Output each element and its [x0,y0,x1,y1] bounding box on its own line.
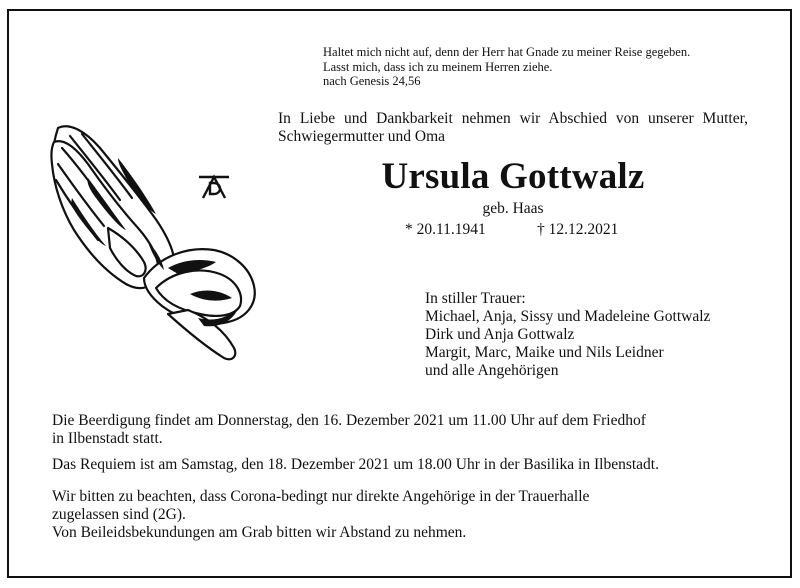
bible-quote [323,45,690,89]
corona-line-1: Wir bitten zu beachten, dass Corona-bedingt nur direkte Angehörige in der Trauerhalle [52,488,590,505]
condolence-line: Von Beileidsbekundungen am Grab bitten wir Abstand zu nehmen. [52,524,467,541]
praying-hands-illustration [48,118,260,370]
quote-source: nach Genesis 24,56 [323,74,421,88]
mourner-line: Dirk und Anja Gottwalz [425,326,575,343]
death-date: † 12.12.2021 [537,221,619,238]
mourner-line: Margit, Marc, Maike und Nils Leidner [425,344,664,361]
deceased-name: Ursula Gottwalz [381,156,645,197]
mourner-line: Michael, Anja, Sissy und Madeleine Gottwalz [425,308,711,325]
birth-date: * 20.11.1941 [405,221,486,238]
burial-line-2: in Ilbenstadt statt. [52,430,163,447]
birth-name: geb. Haas [482,200,544,217]
funeral-information [52,412,752,542]
requiem-line: Das Requiem ist am Samstag, den 18. Dezember 2021 um 18.00 Uhr in der Basilika in Ilbenstadt. [52,456,659,473]
burial-line-1: Die Beerdigung findet am Donnerstag, den 16. Dezember 2021 um 11.00 Uhr auf dem Friedhof [52,412,646,429]
mourners-heading: In stiller Trauer: [425,290,526,307]
corona-line-2: zugelassen sind (2G). [52,506,186,523]
quote-line-1: Haltet mich nicht auf, denn der Herr hat Gnade zu meiner Reise gegeben. [323,45,691,59]
mourner-line: und alle Angehörigen [425,362,559,379]
life-dates [405,221,619,239]
quote-line-2: Lasst mich, dass ich zu meinem Herren ziehe. [323,59,553,74]
intro-text: In Liebe und Dankbarkeit nehmen wir Abschied von unserer Mutter, Schwiegermutter und Oma [278,110,748,145]
mourners-block [425,290,710,380]
durer-monogram [197,172,231,200]
